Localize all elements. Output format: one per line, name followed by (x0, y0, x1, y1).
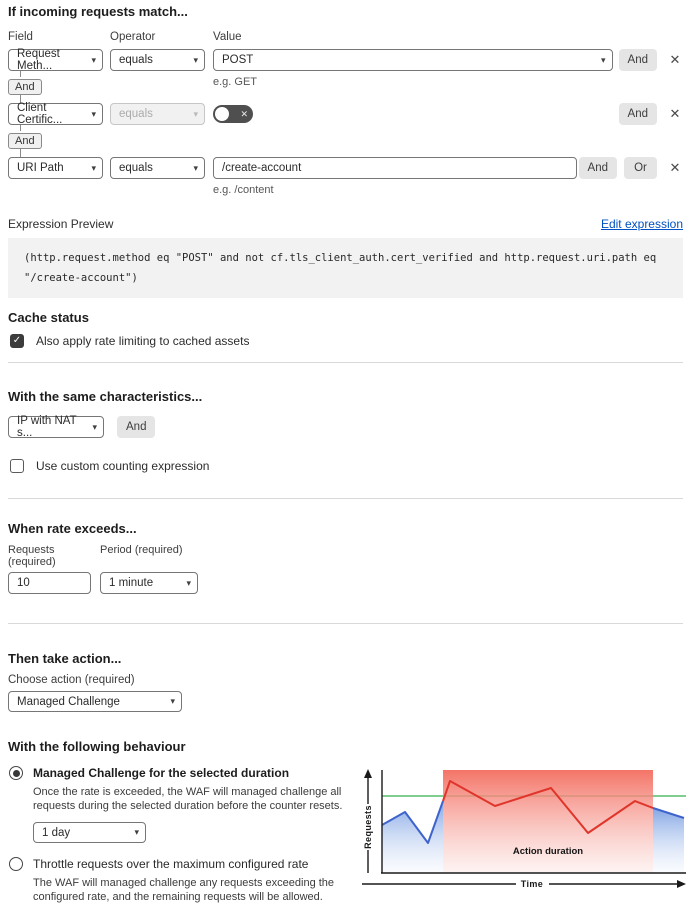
throttle-radio[interactable] (9, 857, 23, 871)
section-divider (8, 362, 683, 363)
chevron-down-icon: ▾ (193, 162, 198, 173)
remove-condition-icon[interactable]: ✕ (667, 52, 683, 68)
boolean-value-toggle[interactable] (213, 105, 253, 123)
y-axis (363, 769, 373, 873)
field-select[interactable] (8, 49, 103, 71)
operator-column-label: Operator (110, 31, 156, 43)
field-select-value: Client Certific... (17, 102, 63, 126)
connector-line (20, 149, 21, 157)
chevron-down-icon: ▾ (91, 108, 96, 119)
remove-condition-icon[interactable]: ✕ (667, 106, 683, 122)
rate-limit-behaviour-chart (356, 766, 688, 896)
rate-title: When rate exceeds... (8, 521, 137, 536)
section-divider (8, 498, 683, 499)
match-column-labels (8, 31, 683, 44)
value-hint: e.g. GET (213, 76, 258, 88)
action-duration-region (443, 770, 653, 873)
behaviour-chart-container (356, 766, 688, 904)
expression-code-block: (http.request.method eq "POST" and not cf.tls_client_auth.cert_verified and http.request.uri.path eq "/create-account") (8, 238, 683, 298)
operator-select-value: equals (119, 108, 153, 120)
rate-labels (8, 544, 683, 568)
x-axis-label: Time (520, 879, 544, 889)
cache-checkbox-row (8, 334, 683, 348)
and-connector-badge: And (8, 133, 42, 149)
check-icon: ✓ (12, 335, 22, 346)
cached-assets-checkbox[interactable] (10, 334, 24, 348)
action-select-value: Managed Challenge (17, 695, 120, 708)
condition-connector (8, 125, 42, 157)
match-row-2 (8, 103, 683, 125)
add-characteristic-button[interactable]: And (117, 416, 155, 438)
value-input[interactable] (213, 157, 577, 179)
condition-connector (8, 71, 42, 103)
throttle-option-description: The WAF will managed challenge any requests exceeding the configured rate, and the remaining requests will be allowed. (33, 877, 335, 903)
behaviour-options (8, 766, 356, 904)
chevron-down-icon: ▾ (186, 577, 191, 588)
chevron-down-icon: ▾ (92, 421, 97, 432)
add-and-condition-button[interactable]: And (579, 157, 617, 179)
match-row-1 (8, 48, 683, 88)
throttle-option-label: Throttle requests over the maximum configured rate (33, 857, 309, 871)
chevron-down-icon: ▾ (601, 54, 606, 65)
operator-select-value: equals (119, 54, 153, 66)
choose-action-label: Choose action (required) (8, 674, 135, 686)
value-input-text: /create-account (222, 162, 302, 174)
value-hint: e.g. /content (213, 184, 274, 196)
chevron-down-icon: ▾ (91, 54, 96, 65)
chevron-down-icon: ▾ (134, 827, 139, 837)
duration-select-value: 1 day (42, 826, 71, 839)
duration-select[interactable] (33, 822, 146, 843)
characteristics-row (8, 416, 683, 438)
chevron-down-icon: ▾ (193, 54, 198, 65)
operator-select-value: equals (119, 162, 153, 174)
period-select[interactable] (100, 572, 198, 594)
value-select[interactable] (213, 49, 613, 71)
behaviour-title: With the following behaviour (8, 739, 186, 754)
expression-preview-header (8, 217, 683, 231)
requests-input-value: 10 (17, 577, 30, 589)
counting-expression-row (8, 459, 683, 473)
operator-select[interactable] (110, 157, 205, 179)
toggle-knob (215, 107, 229, 121)
add-and-condition-button[interactable]: And (619, 49, 657, 71)
value-column-label: Value (213, 31, 242, 43)
chevron-down-icon: ▾ (170, 696, 175, 706)
duration-option-description: Once the rate is exceeded, the WAF will managed challenge all requests during the selected duration before the counter resets. (33, 786, 343, 812)
toggle-off-icon: ✕ (240, 108, 248, 119)
action-select[interactable] (8, 691, 182, 712)
action-duration-label: Action duration (512, 846, 584, 857)
match-row-3 (8, 157, 683, 196)
chevron-down-icon: ▾ (91, 162, 96, 173)
characteristic-select[interactable] (8, 416, 104, 438)
period-select-value: 1 minute (109, 577, 154, 589)
operator-select-disabled (110, 103, 205, 125)
behaviour-option-duration (8, 766, 356, 843)
behaviour-section (8, 766, 683, 904)
duration-option-label: Managed Challenge for the selected duration (33, 766, 290, 780)
counting-checkbox-label: Use custom counting expression (36, 459, 210, 473)
rate-row (8, 572, 683, 594)
field-select-value: Request Meth... (17, 48, 60, 72)
and-connector-badge: And (8, 79, 42, 95)
add-or-condition-button[interactable]: Or (624, 157, 657, 179)
add-and-condition-button[interactable]: And (619, 103, 657, 125)
blue-area-left (382, 801, 443, 873)
field-select-value: URI Path (17, 162, 64, 174)
duration-radio[interactable] (9, 766, 23, 780)
section-divider (8, 623, 683, 624)
chevron-down-icon: ▾ (193, 108, 198, 119)
operator-select[interactable] (110, 49, 205, 71)
x-axis-arrowhead (677, 880, 686, 888)
cache-checkbox-label: Also apply rate limiting to cached assets (36, 334, 250, 348)
blue-area-right (653, 808, 684, 873)
edit-expression-link[interactable]: Edit expression (600, 217, 683, 231)
action-title: Then take action... (8, 651, 122, 666)
custom-counting-checkbox[interactable] (10, 459, 24, 473)
period-label: Period (required) (100, 544, 183, 556)
requests-input[interactable] (8, 572, 91, 594)
match-section-title: If incoming requests match... (8, 4, 188, 19)
requests-label: Requests (required) (8, 544, 56, 568)
remove-condition-icon[interactable]: ✕ (667, 160, 683, 176)
field-select[interactable] (8, 103, 103, 125)
value-select-value: POST (222, 54, 254, 66)
cache-status-title: Cache status (8, 310, 89, 325)
behaviour-option-throttle (8, 857, 356, 904)
expression-preview-label: Expression Preview (8, 217, 114, 231)
y-axis-label: Requests (363, 805, 373, 849)
characteristic-select-value: IP with NAT s... (17, 415, 77, 439)
field-column-label: Field (8, 31, 33, 43)
y-axis-arrowhead (364, 769, 372, 778)
characteristics-title: With the same characteristics... (8, 389, 203, 404)
x-axis (362, 879, 686, 889)
field-select[interactable] (8, 157, 103, 179)
